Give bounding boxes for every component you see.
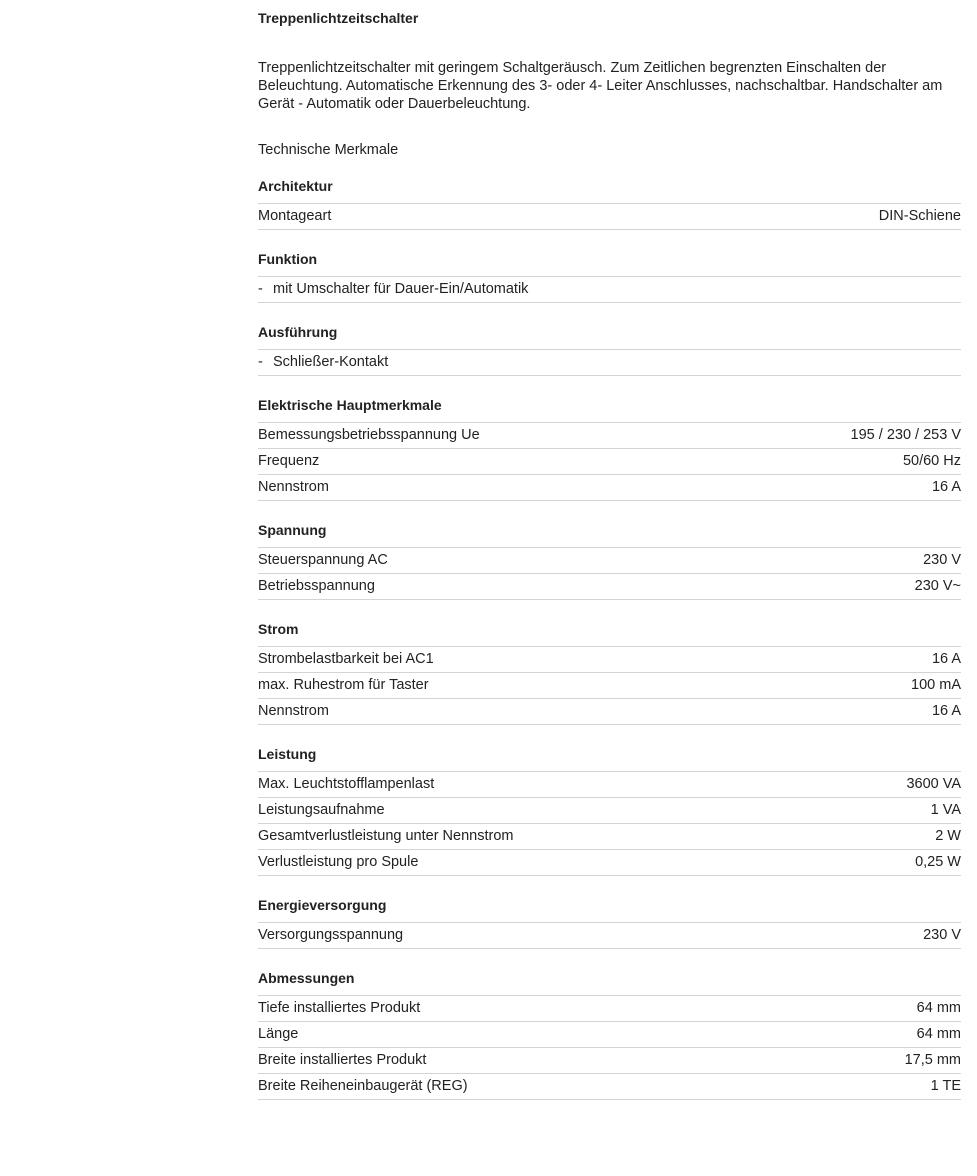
- spec-sections: [258, 176, 961, 1100]
- spec-value: 1 VA: [930, 802, 961, 818]
- bullet-item: [258, 350, 388, 375]
- spec-label: Breite Reiheneinbaugerät (REG): [258, 1078, 468, 1094]
- spec-row: [258, 449, 961, 475]
- spec-row: [258, 548, 961, 574]
- spec-row: [258, 923, 961, 949]
- spec-section: [258, 968, 961, 1100]
- spec-row: [258, 699, 961, 725]
- spec-row: [258, 1048, 961, 1074]
- spec-section: [258, 744, 961, 876]
- spec-row: [258, 673, 961, 699]
- section-title: Abmessungen: [258, 968, 961, 996]
- spec-value: 16 A: [931, 479, 961, 495]
- section-title: Funktion: [258, 249, 961, 277]
- section-title: Elektrische Hauptmerkmale: [258, 395, 961, 423]
- product-description: Treppenlichtzeitschalter mit geringem Schaltgeräusch. Zum Zeitlichen begrenzten Einschalten der Beleuchtung. Automatische Erkennung des 3- oder 4- Leiter Anschlusses, nachschaltbar. Handschalter am Gerät - Automatik oder Dauerbeleuchtung.: [258, 60, 943, 112]
- spec-value: 230 V: [923, 927, 961, 943]
- spec-value: 17,5 mm: [904, 1052, 961, 1068]
- spec-row: [258, 996, 961, 1022]
- spec-label: Länge: [258, 1026, 299, 1042]
- spec-label: Frequenz: [258, 453, 320, 469]
- bullet-text: Schließer-Kontakt: [273, 354, 389, 370]
- section-title: Ausführung: [258, 322, 961, 350]
- spec-value: 50/60 Hz: [902, 453, 961, 469]
- spec-value: 230 V~: [914, 578, 961, 594]
- spec-section: [258, 520, 961, 600]
- spec-section: [258, 895, 961, 949]
- section-title: Energieversorgung: [258, 895, 961, 923]
- spec-label: Tiefe installiertes Produkt: [258, 1000, 421, 1016]
- spec-value: 100 mA: [911, 677, 961, 693]
- spec-row: [258, 1074, 961, 1100]
- spec-value: 64 mm: [916, 1000, 961, 1016]
- bullet-text: mit Umschalter für Dauer-Ein/Automatik: [273, 281, 529, 297]
- spec-label: Max. Leuchtstofflampenlast: [258, 776, 435, 792]
- datasheet: [258, 0, 961, 1100]
- spec-label: Bemessungsbetriebsspannung Ue: [258, 427, 480, 443]
- spec-value: 64 mm: [916, 1026, 961, 1042]
- spec-value: 2 W: [935, 828, 961, 844]
- spec-row: [258, 798, 961, 824]
- spec-value: 1 TE: [930, 1078, 961, 1094]
- spec-section: [258, 322, 961, 376]
- spec-label: max. Ruhestrom für Taster: [258, 677, 429, 693]
- bullet-item: [258, 277, 528, 302]
- spec-section: [258, 176, 961, 230]
- spec-row: [258, 1022, 961, 1048]
- spec-value: 0,25 W: [915, 854, 961, 870]
- spec-value: DIN-Schiene: [878, 208, 961, 224]
- spec-bullet: [258, 350, 961, 376]
- spec-row: [258, 772, 961, 798]
- spec-label: Nennstrom: [258, 703, 329, 719]
- spec-label: Strombelastbarkeit bei AC1: [258, 651, 434, 667]
- spec-section: [258, 395, 961, 501]
- spec-label: Steuerspannung AC: [258, 552, 388, 568]
- spec-bullet: [258, 277, 961, 303]
- section-title: Architektur: [258, 176, 961, 204]
- page-title: Treppenlichtzeitschalter: [258, 10, 419, 26]
- section-title: Leistung: [258, 744, 961, 772]
- spec-row: [258, 423, 961, 449]
- dash-icon: -: [258, 354, 263, 370]
- spec-value: 16 A: [931, 651, 961, 667]
- spec-label: Verlustleistung pro Spule: [258, 854, 419, 870]
- spec-label: Montageart: [258, 208, 332, 224]
- spec-section: [258, 249, 961, 303]
- spec-row: [258, 475, 961, 501]
- spec-row: [258, 574, 961, 600]
- spec-value: 230 V: [923, 552, 961, 568]
- tech-features-heading: Technische Merkmale: [258, 142, 399, 158]
- spec-label: Betriebsspannung: [258, 578, 375, 594]
- dash-icon: -: [258, 281, 263, 297]
- spec-label: Leistungsaufnahme: [258, 802, 385, 818]
- section-title: Spannung: [258, 520, 961, 548]
- section-title: Strom: [258, 619, 961, 647]
- spec-row: [258, 824, 961, 850]
- spec-label: Breite installiertes Produkt: [258, 1052, 427, 1068]
- spec-row: [258, 204, 961, 230]
- spec-row: [258, 850, 961, 876]
- spec-label: Nennstrom: [258, 479, 329, 495]
- spec-value: 195 / 230 / 253 V: [850, 427, 961, 443]
- spec-value: 16 A: [931, 703, 961, 719]
- spec-section: [258, 619, 961, 725]
- spec-label: Gesamtverlustleistung unter Nennstrom: [258, 828, 514, 844]
- spec-label: Versorgungsspannung: [258, 927, 404, 943]
- spec-row: [258, 647, 961, 673]
- spec-value: 3600 VA: [906, 776, 961, 792]
